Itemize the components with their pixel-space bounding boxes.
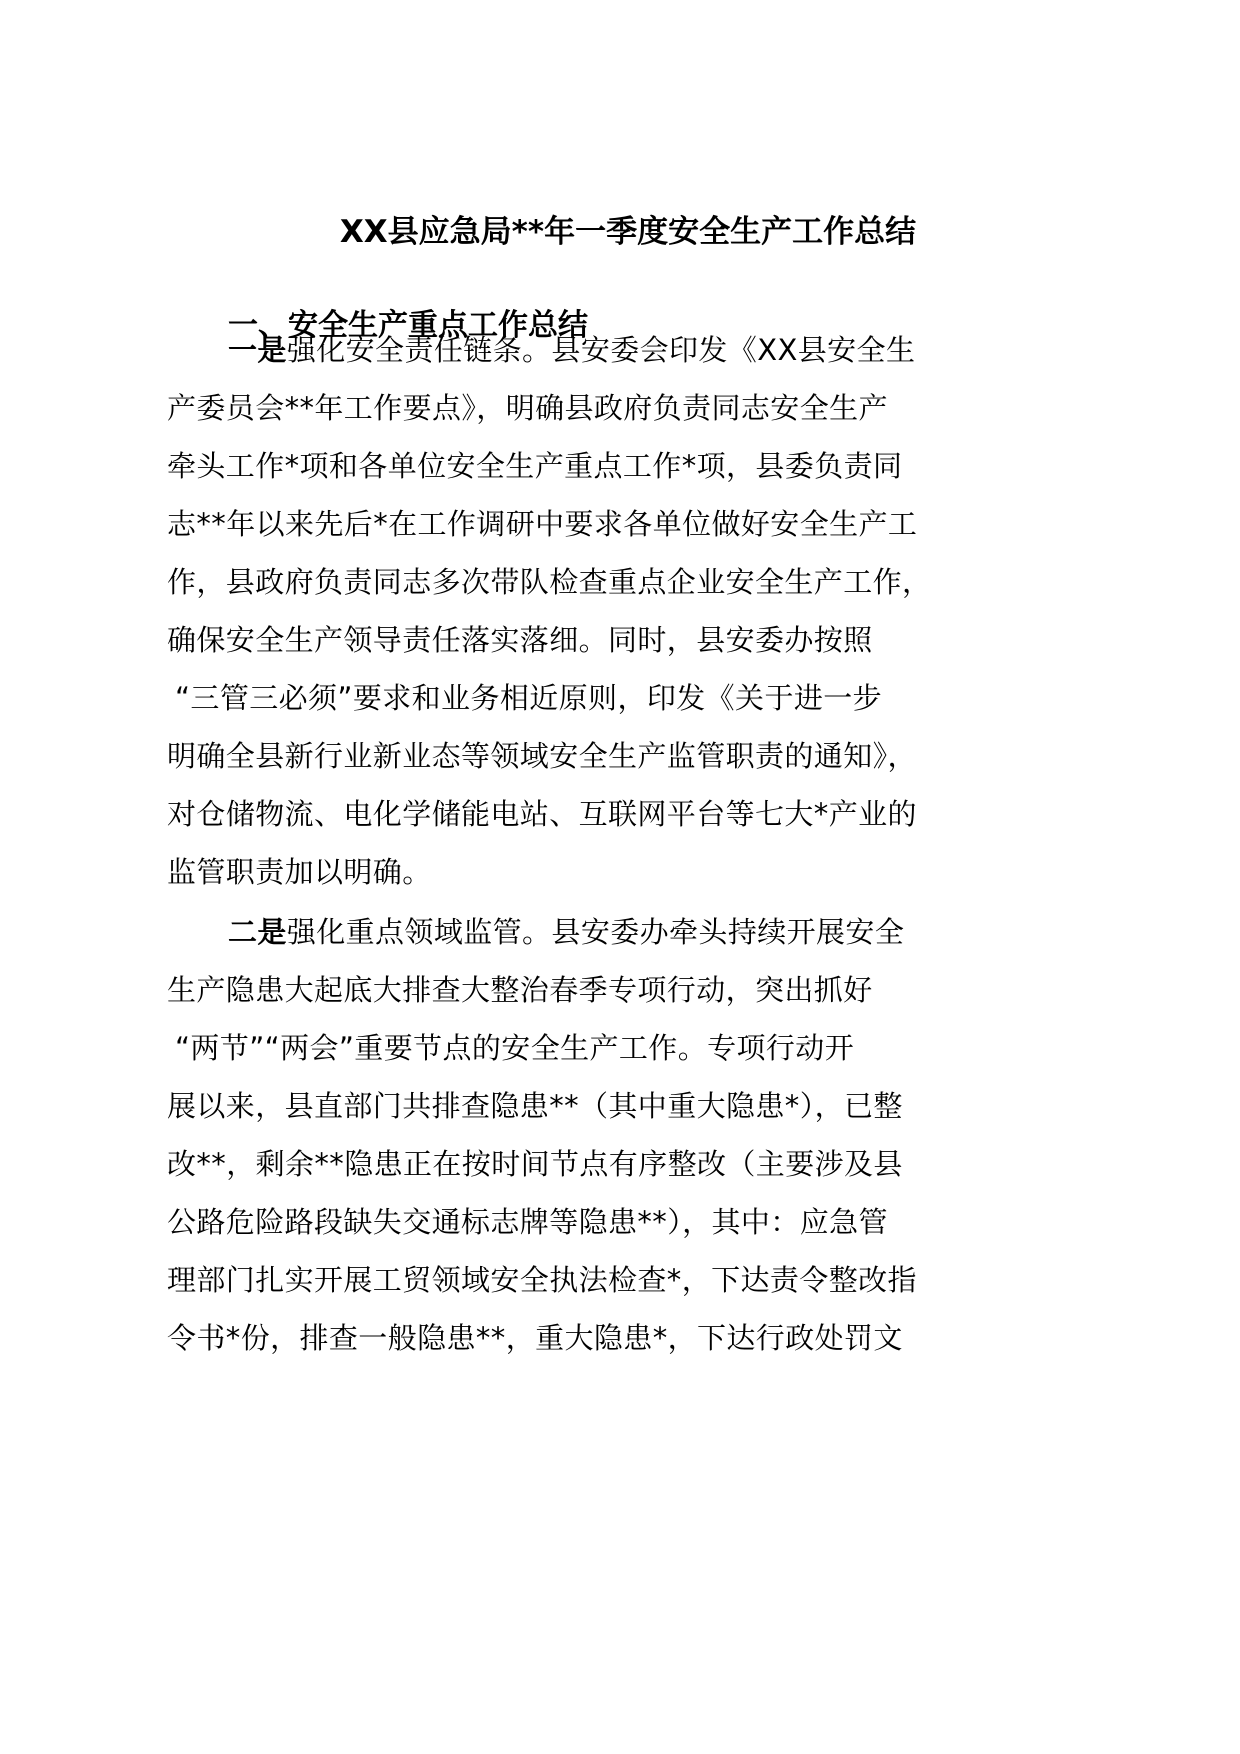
- paragraph-line: [167, 903, 947, 961]
- document-title: XX县应急局**年一季度安全生产工作总结: [339, 214, 917, 250]
- paragraph-line: 理部门扎实开展工贸领域安全执法检查*，下达责令整改指: [167, 1263, 917, 1297]
- paragraph-line: 牵头工作*项和各单位安全生产重点工作*项，县委负责同: [167, 449, 903, 483]
- paragraph-line: 对仓储物流、电化学储能电站、互联网平台等七大*产业的: [167, 797, 917, 831]
- paragraph-line: 明确全县新行业新业态等领域安全生产监管职责的通知》，: [167, 739, 917, 773]
- paragraph-line: 令书*份，排查一般隐患**，重大隐患*，下达行政处罚文: [167, 1321, 903, 1355]
- paragraph-1: [167, 321, 947, 901]
- paragraph-line: 监管职责加以明确。: [167, 855, 432, 889]
- paragraph-line: 生产隐患大起底大排查大整治春季专项行动，突出抓好: [167, 973, 873, 1007]
- paragraph-line: 确保安全生产领导责任落实落细。同时，县安委办按照: [167, 623, 873, 657]
- paragraph-2: [167, 903, 947, 1367]
- paragraph-line: 改**，剩余**隐患正在按时间节点有序整改（主要涉及县: [167, 1147, 903, 1181]
- paragraph-line: “两节”“两会”重要节点的安全生产工作。专项行动开: [175, 1031, 855, 1065]
- paragraph-line: [167, 321, 947, 379]
- paragraph-line: 产委员会**年工作要点》，明确县政府负责同志安全生产: [167, 391, 888, 425]
- paragraph-line: 志**年以来先后*在工作调研中要求各单位做好安全生产工: [167, 507, 918, 541]
- paragraph-lead: 一是: [228, 333, 287, 367]
- paragraph-text: 强化重点领域监管。县安委办牵头持续开展安全: [286, 915, 905, 949]
- section-heading: 一、安全生产重点工作总结: [228, 308, 588, 343]
- paragraph-line: “三管三必须”要求和业务相近原则，印发《关于进一步: [175, 681, 883, 715]
- paragraph-line: 公路危险路段缺失交通标志牌等隐患**），其中：应急管: [167, 1205, 888, 1239]
- paragraph-lead: 二是: [228, 915, 287, 949]
- paragraph-text: 强化安全责任链条。县安委会印发《XX县安全生: [286, 333, 916, 367]
- paragraph-line: 作，县政府负责同志多次带队检查重点企业安全生产工作，: [167, 565, 932, 599]
- paragraph-line: 展以来，县直部门共排查隐患**（其中重大隐患*），已整: [167, 1089, 903, 1123]
